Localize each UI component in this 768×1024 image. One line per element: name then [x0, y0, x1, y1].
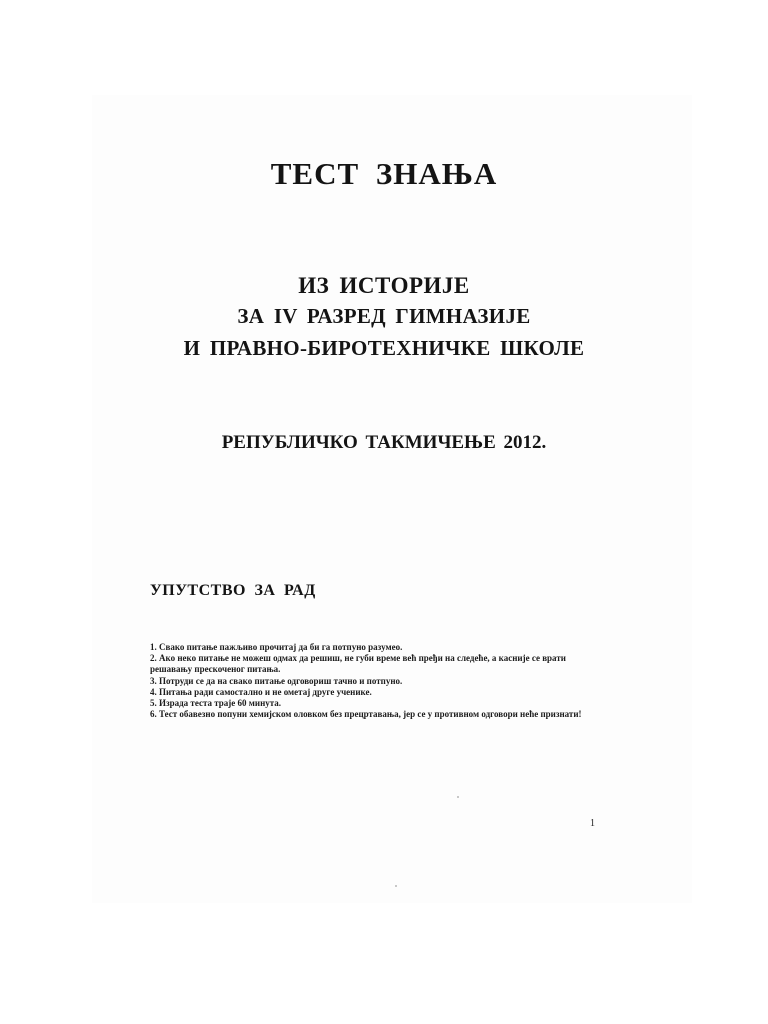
document-title: ТЕСТ ЗНАЊА — [270, 156, 498, 191]
instruction-item: 3. Потруди се да на свако питање одговориш тачно и потпуно. — [150, 675, 403, 686]
page-number: 1 — [590, 818, 595, 829]
instruction-item: 4. Питања ради самостално и не ометај друге ученике. — [150, 686, 372, 697]
school-heading: И ПРАВНО-БИРОТЕХНИЧКЕ ШКОЛЕ — [183, 336, 585, 360]
scan-speck — [395, 885, 397, 887]
grade-heading: ЗА IV РАЗРЕД ГИМНАЗИЈЕ — [237, 304, 531, 328]
scanned-page — [92, 95, 692, 903]
instructions-list — [150, 642, 595, 720]
instruction-item: 1. Свако питање пажљиво прочитај да би га потпуно разумео. — [150, 642, 403, 652]
competition-heading: РЕПУБЛИЧКО ТАКМИЧЕЊЕ 2012. — [221, 432, 547, 453]
instruction-item: 2. Ако неко питање не можеш одмах да решиш, не губи време већ пређи на следеће, а касније се врати решавању прескоченог питања. — [150, 653, 566, 675]
instruction-item: 6. Тест обавезно попуни хемијском оловком без прецртавања, јер се у противном одговори неће признати! — [150, 709, 582, 720]
instructions-heading: УПУТСТВО ЗА РАД — [150, 582, 316, 599]
scan-speck — [457, 796, 459, 798]
instruction-item: 5. Израда теста траје 60 минута. — [150, 698, 282, 709]
subject-heading: ИЗ ИСТОРИЈЕ — [298, 273, 470, 298]
